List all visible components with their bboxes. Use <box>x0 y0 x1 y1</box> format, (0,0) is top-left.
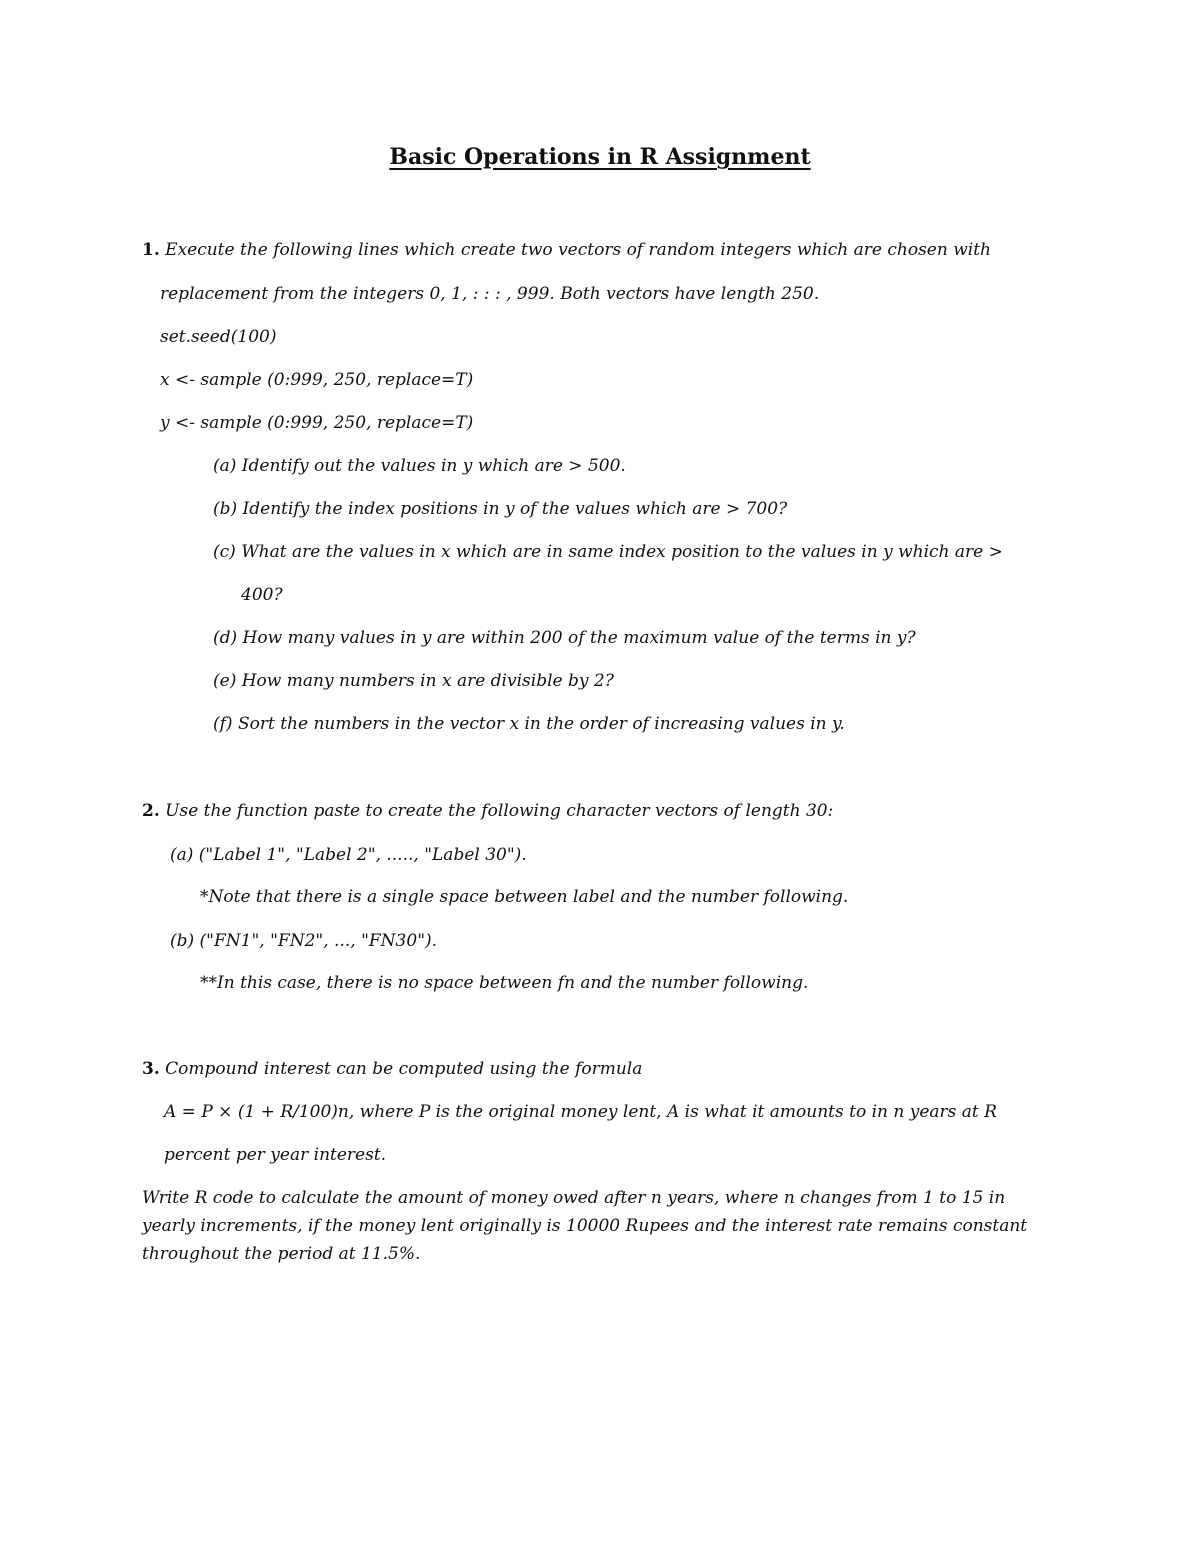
q1-code-line: y <- sample (0:999, 250, replace=T) <box>160 413 474 433</box>
q1-part-d: (d) How many values in y are within 200 of the maximum value of the terms in y? <box>213 628 916 648</box>
q3-formula-line2: percent per year interest. <box>164 1145 387 1165</box>
q1-part-c: (c) What are the values in x which are in same index position to the values in y which are > <box>213 542 1003 562</box>
q1-code-line: set.seed(100) <box>160 327 277 347</box>
q3-task: Write R code to calculate the amount of money owed after n years, where n changes from 1 to 15 in yearly increments, if the money lent originally is 10000 Rupees and the interest rate remains constant throughout the period at 11.5%. <box>142 1188 1028 1264</box>
q1-part-e: (e) How many numbers in x are divisible by 2? <box>213 671 614 691</box>
q1-part-b: (b) Identify the index positions in y of the values which are > 700? <box>213 499 788 519</box>
q3-intro-text: Compound interest can be computed using the formula <box>165 1059 643 1079</box>
q1-code-line: x <- sample (0:999, 250, replace=T) <box>160 370 474 390</box>
q1-intro-text: Execute the following lines which create two vectors of random integers which are chosen with <box>165 240 991 260</box>
q2-part-a: (a) ("Label 1", "Label 2", ....., "Label 30"). <box>170 845 527 865</box>
q1-intro-line1 <box>142 239 991 261</box>
q2-note-a: *Note that there is a single space between label and the number following. <box>200 887 849 907</box>
q1-intro-line2: replacement from the integers 0, 1, : : : , 999. Both vectors have length 250. <box>160 284 820 304</box>
q1-part-c-continued: 400? <box>241 585 283 605</box>
q3-intro <box>142 1058 642 1080</box>
q2-intro-text: Use the function paste to create the following character vectors of length 30: <box>165 801 834 821</box>
q1-number: 1. <box>142 240 160 260</box>
q2-note-b: **In this case, there is no space between fn and the number following. <box>200 973 809 993</box>
q2-number: 2. <box>142 801 160 821</box>
q3-formula-line1: A = P × (1 + R/100)n, where P is the original money lent, A is what it amounts to in n years at R <box>164 1102 997 1122</box>
q2-part-b: (b) ("FN1", "FN2", ..., "FN30"). <box>170 931 438 951</box>
q1-part-a: (a) Identify out the values in y which are > 500. <box>213 456 626 476</box>
q1-part-f: (f) Sort the numbers in the vector x in the order of increasing values in y. <box>213 714 845 734</box>
page-title: Basic Operations in R Assignment <box>389 144 811 170</box>
q3-number: 3. <box>142 1059 160 1079</box>
q2-intro <box>142 800 833 822</box>
